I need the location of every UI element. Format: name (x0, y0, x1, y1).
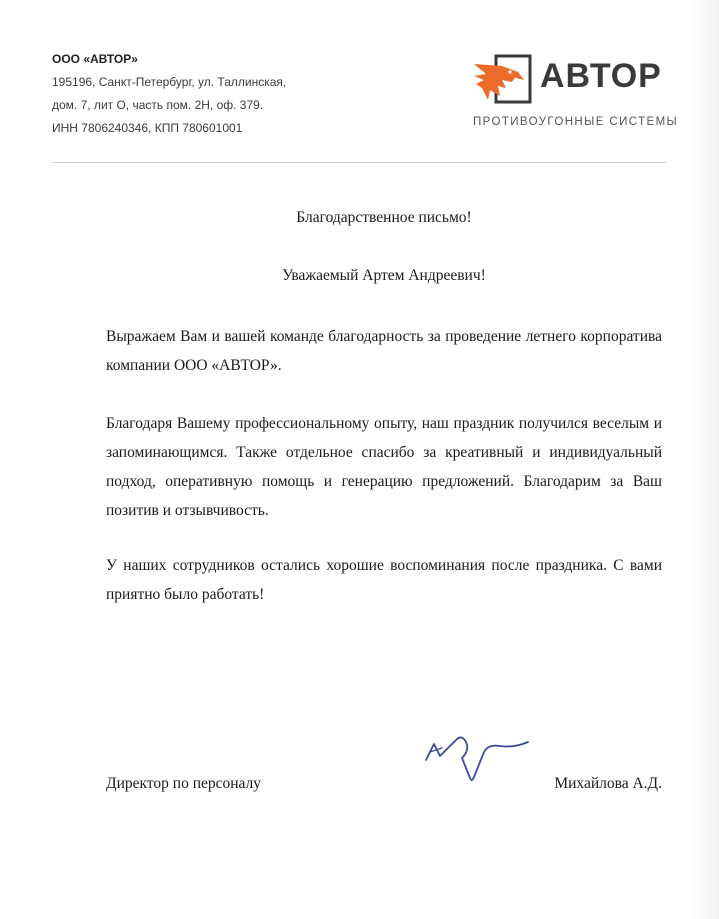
letter-paragraph: Выражаем Вам и вашей команде благодарность за проведение летнего корпоратива компании ООО «АВТОР». (106, 328, 662, 374)
header-divider (52, 162, 666, 163)
sender-block (52, 48, 286, 140)
logo-tagline: ПРОТИВОУГОННЫЕ СИСТЕМЫ (473, 116, 679, 128)
sender-tax-ids: ИНН 7806240346, КПП 780601001 (52, 121, 243, 135)
sender-address-line1: 195196, Санкт-Петербург, ул. Таллинская, (52, 75, 287, 89)
company-logo (472, 52, 679, 132)
letter-paragraph: У наших сотрудников остались хорошие воспоминания после праздника. С вами приятно было работать! (106, 557, 662, 603)
handwritten-signature (418, 722, 538, 792)
letter-paragraph: Благодаря Вашему профессиональному опыту, наш праздник получился веселым и запоминающимся. Также отдельное спасибо за креативный и индивидуальный подход, оперативную помощь и генерацию предложений. Благодарим за Ваш позитив и отзывчивость. (106, 415, 662, 519)
eagle-logo-icon (472, 54, 534, 106)
sender-company: ООО «АВТОР» (52, 52, 138, 66)
logo-wordmark: АВТОР (540, 57, 662, 95)
letter-title: Благодарственное письмо! (296, 209, 472, 226)
signer-position: Директор по персоналу (106, 775, 262, 792)
letter-greeting: Уважаемый Артем Андреевич! (282, 267, 486, 284)
sender-address-line2: дом. 7, лит О, часть пом. 2Н, оф. 379. (52, 98, 264, 112)
signer-name: Михайлова А.Д. (554, 775, 662, 792)
